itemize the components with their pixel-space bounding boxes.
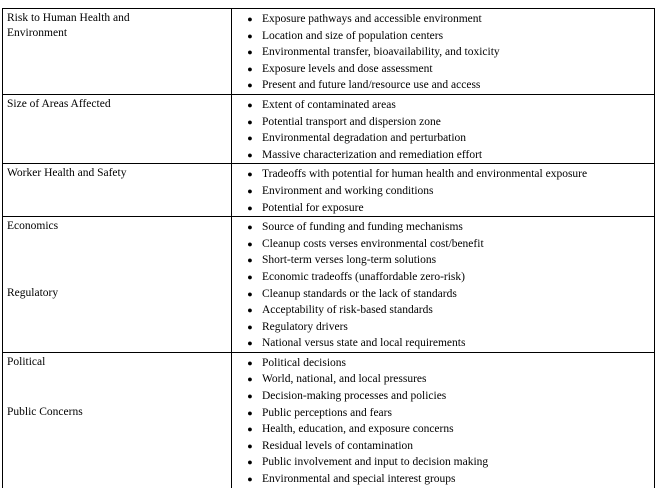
consideration-text: Tradeoffs with potential for human health and environmental exposure xyxy=(262,168,588,181)
considerations-cell xyxy=(232,164,655,216)
list-item xyxy=(232,200,654,217)
list-item xyxy=(232,335,654,352)
bullet-icon: ● xyxy=(247,321,253,332)
bullet-icon: ● xyxy=(247,407,253,418)
table-row xyxy=(3,353,655,488)
list-item xyxy=(232,302,654,319)
bullet-icon: ● xyxy=(247,14,253,24)
consideration-text: Residual levels of contamination xyxy=(262,439,414,452)
list-item xyxy=(232,421,654,438)
list-item xyxy=(232,236,654,253)
bullet-icon: ● xyxy=(247,133,253,144)
bullet-icon: ● xyxy=(247,391,253,402)
factor-cell xyxy=(3,217,232,352)
bullet-icon: ● xyxy=(247,474,253,485)
bullet-icon: ● xyxy=(247,305,253,316)
considerations-cell xyxy=(232,217,655,352)
factor-cell xyxy=(3,9,232,94)
list-item xyxy=(232,11,654,28)
list-item xyxy=(232,97,654,114)
factor-cell xyxy=(3,164,232,216)
list-item xyxy=(232,130,654,147)
consideration-text: Massive characterization and remediation effort xyxy=(262,148,483,161)
bullet-icon: ● xyxy=(247,424,253,435)
bullet-icon: ● xyxy=(247,30,253,41)
consideration-text: Potential transport and dispersion zone xyxy=(262,115,441,128)
bullet-icon: ● xyxy=(247,202,253,213)
bullet-icon: ● xyxy=(247,149,253,160)
bullet-icon: ● xyxy=(247,169,253,180)
factor-label: Size of Areas Affected xyxy=(7,97,111,110)
bullet-icon: ● xyxy=(247,80,253,91)
list-item xyxy=(232,28,654,45)
bullet-icon: ● xyxy=(247,374,253,385)
consideration-text: Public involvement and input to decision making xyxy=(262,456,489,469)
list-item xyxy=(232,405,654,422)
consideration-text: Location and size of population centers xyxy=(262,29,444,42)
bullet-icon: ● xyxy=(247,63,253,74)
bullet-icon: ● xyxy=(247,288,253,299)
consideration-text: National versus state and local requirements xyxy=(262,337,466,350)
consideration-text: Cleanup standards or the lack of standards xyxy=(262,287,457,300)
table-row xyxy=(3,9,655,95)
list-item xyxy=(232,114,654,131)
list-item xyxy=(232,454,654,471)
bullet-icon: ● xyxy=(247,47,253,58)
list-item xyxy=(232,286,654,303)
consideration-text: Potential for exposure xyxy=(262,201,364,214)
bullet-icon: ● xyxy=(247,222,253,233)
list-item xyxy=(232,371,654,388)
bullet-icon: ● xyxy=(247,185,253,196)
list-item xyxy=(232,388,654,405)
list-item xyxy=(232,183,654,200)
consideration-text: Present and future land/resource use and access xyxy=(262,79,481,92)
consideration-text: Health, education, and exposure concerns xyxy=(262,423,454,436)
consideration-text: Environment and working conditions xyxy=(262,184,434,197)
consideration-text: Exposure pathways and accessible environment xyxy=(262,13,482,25)
considerations-cell xyxy=(232,353,655,488)
consideration-text: Extent of contaminated areas xyxy=(262,98,396,111)
bullet-icon: ● xyxy=(247,338,253,349)
bullet-icon: ● xyxy=(247,440,253,451)
factor-label: Worker Health and Safety xyxy=(7,167,127,180)
factors-table xyxy=(2,8,655,488)
considerations-cell xyxy=(232,9,655,94)
bullet-icon: ● xyxy=(247,255,253,266)
table-row xyxy=(3,217,655,353)
factor-cell xyxy=(3,95,232,163)
bullet-icon: ● xyxy=(247,116,253,127)
consideration-text: Decision-making processes and policies xyxy=(262,390,447,403)
list-item xyxy=(232,44,654,61)
consideration-text: Regulatory drivers xyxy=(262,320,348,333)
factor-label: Regulatory xyxy=(7,286,59,299)
consideration-text: World, national, and local pressures xyxy=(262,373,427,386)
bullet-icon: ● xyxy=(247,357,253,368)
consideration-text: Acceptability of risk-based standards xyxy=(262,304,433,317)
bullet-icon: ● xyxy=(247,99,253,110)
list-item xyxy=(232,471,654,488)
list-item xyxy=(232,219,654,236)
consideration-text: Environmental degradation and perturbation xyxy=(262,132,467,145)
consideration-text: Cleanup costs verses environmental cost/benefit xyxy=(262,237,484,250)
factor-label: Political xyxy=(7,355,46,368)
list-item xyxy=(232,61,654,78)
list-item xyxy=(232,147,654,164)
bullet-icon: ● xyxy=(247,271,253,282)
factor-label: Risk to Human Health and Environment xyxy=(7,12,130,39)
factor-label: Public Concerns xyxy=(7,405,83,418)
factor-label: Economics xyxy=(7,220,59,233)
factor-cell xyxy=(3,353,232,488)
list-item xyxy=(232,166,654,183)
table-row xyxy=(3,164,655,217)
consideration-text: Source of funding and funding mechanisms xyxy=(262,221,463,234)
bullet-icon: ● xyxy=(247,238,253,249)
consideration-text: Political decisions xyxy=(262,356,347,369)
consideration-text: Economic tradeoffs (unaffordable zero-risk) xyxy=(262,270,465,283)
bullet-icon: ● xyxy=(247,457,253,468)
list-item xyxy=(232,438,654,455)
consideration-text: Environmental and special interest groups xyxy=(262,473,456,486)
list-item xyxy=(232,77,654,94)
consideration-text: Environmental transfer, bioavailability, and toxicity xyxy=(262,46,500,59)
list-item xyxy=(232,319,654,336)
list-item xyxy=(232,355,654,372)
considerations-cell xyxy=(232,95,655,163)
consideration-text: Exposure levels and dose assessment xyxy=(262,62,433,75)
consideration-text: Public perceptions and fears xyxy=(262,406,392,419)
list-item xyxy=(232,252,654,269)
table-row xyxy=(3,95,655,164)
list-item xyxy=(232,269,654,286)
consideration-text: Short-term verses long-term solutions xyxy=(262,254,437,267)
